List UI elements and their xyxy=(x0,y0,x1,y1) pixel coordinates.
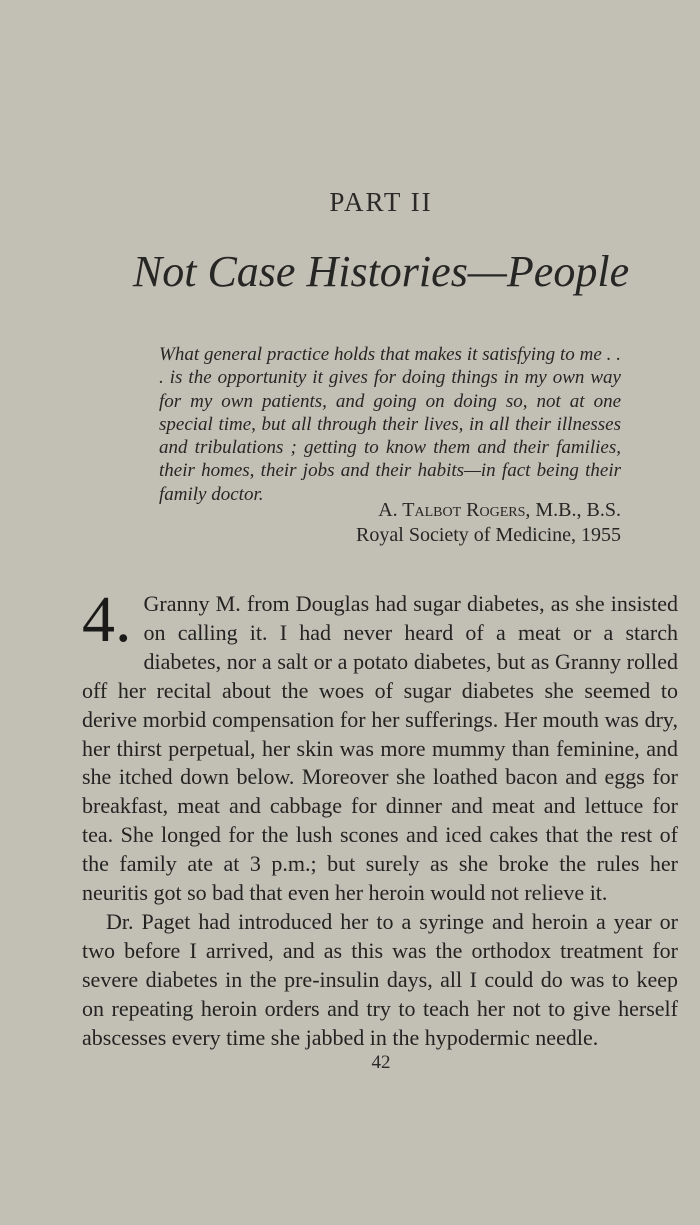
body-paragraph-1: Granny M. from Douglas had sugar diabetes, as she insisted on calling it. I had never heard of a meat or a starch diabetes, nor a salt or a potato diabetes, but as Granny rolled off her recital about the woes of sugar diabetes she seemed to derive morbid compensation for her sufferings. Her mouth was dry, her thirst perpetual, her skin was more mummy than feminine, and she itched down below. Moreover she loathed bacon and eggs for breakfast, meat and cabbage for dinner and meat and lettuce for tea. She longed for the lush scones and iced cakes that the rest of the family ate at 3 p.m.; but surely as she broke the rules her neuritis got so bad that even her heroin would not relieve it. xyxy=(82,591,678,906)
epigraph-source: Royal Society of Medicine, 1955 xyxy=(356,524,621,546)
chapter-body xyxy=(82,583,678,1053)
chapter-title: Not Case Histories—People xyxy=(132,247,630,296)
page-number: 42 xyxy=(371,1052,391,1073)
part-heading: PART II xyxy=(329,187,433,217)
epigraph-attribution xyxy=(300,498,621,548)
epigraph-author: A. Talbot Rogers, M.B., B.S. xyxy=(378,499,621,521)
section-number: 4. xyxy=(82,583,132,656)
body-paragraph-2: Dr. Paget had introduced her to a syringe and heroin a year or two before I arrived, and as this was the orthodox treatment for severe diabetes in the pre-insulin days, all I could do was to keep on repeating heroin orders and try to teach her not to give herself abscesses every time she jabbed in the hypodermic needle. xyxy=(82,908,678,1050)
epigraph-quote: What general practice holds that makes it satisfying to me . . . is the opportunity it gives for doing things in my own way for my own patients, and going on doing so, not at one special time, but all through their lives, in all their illnesses and tribulations ; getting to know them and their families, their homes, their jobs and their habits—in fact being their family doctor. xyxy=(159,344,621,505)
